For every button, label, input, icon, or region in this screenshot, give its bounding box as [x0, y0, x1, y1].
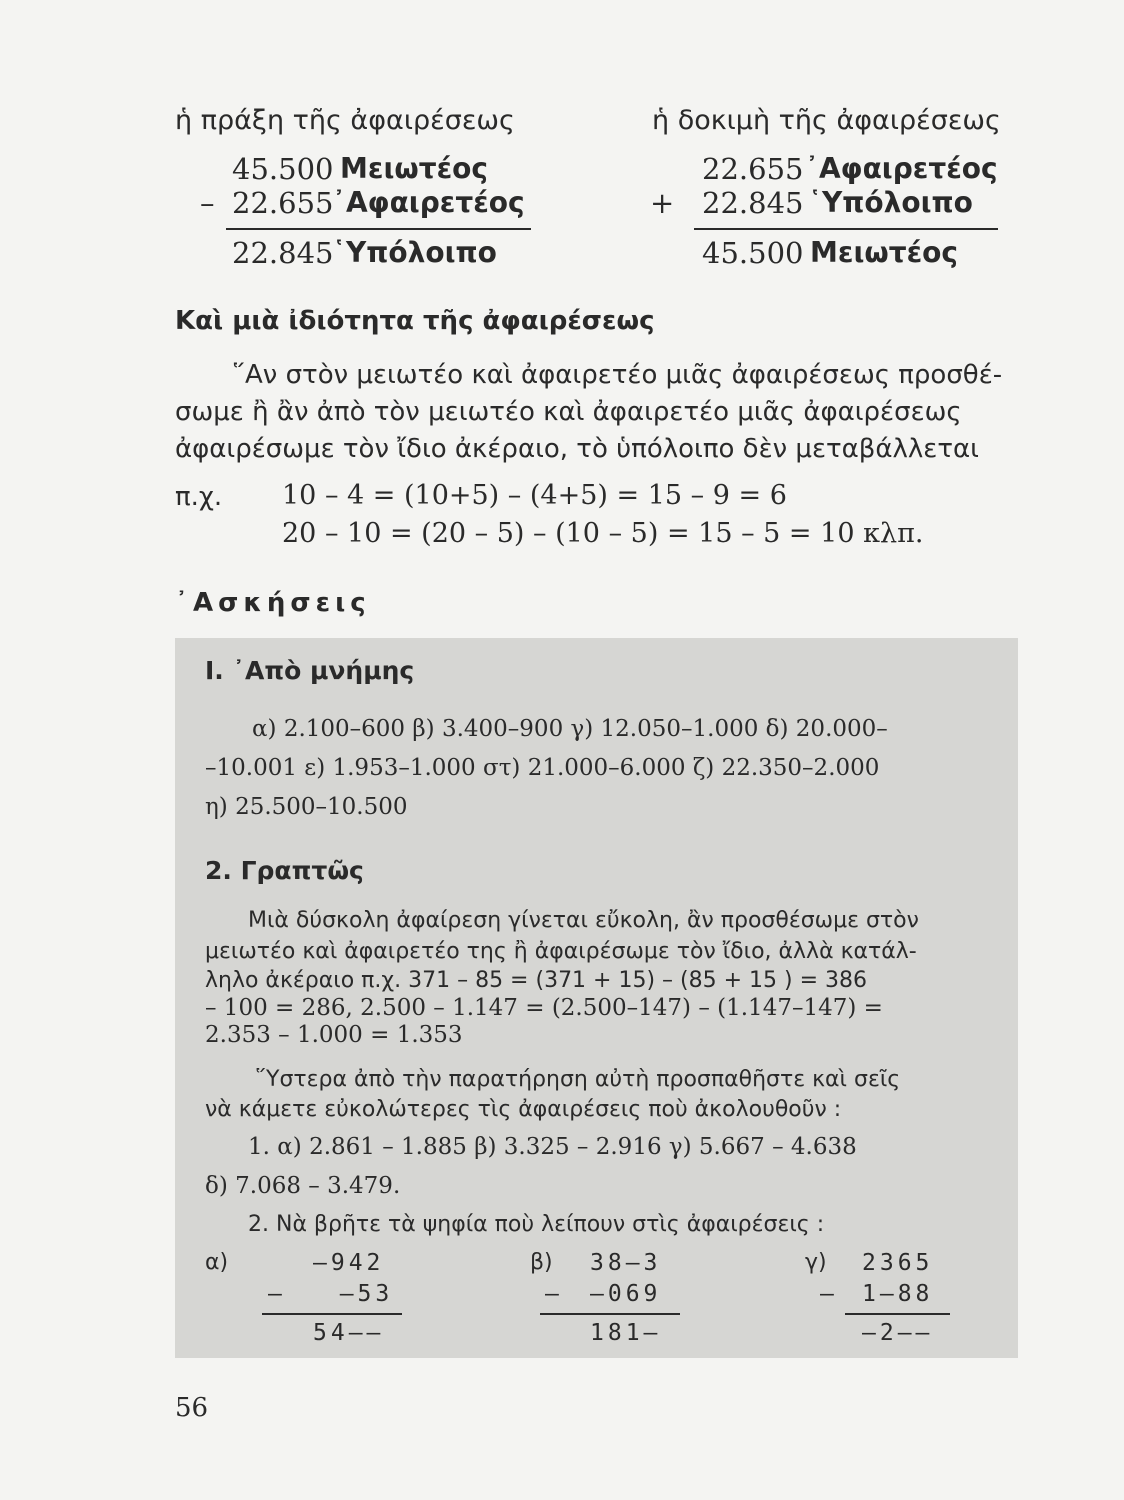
left-sum-rule [226, 228, 531, 230]
right-column-title: ἡ δοκιμὴ τῆς ἀφαιρέσεως [652, 105, 1001, 136]
page-number: 56 [175, 1393, 209, 1423]
example-1: 10 – 4 = (10+5) – (4+5) = 15 – 9 = 6 [282, 480, 787, 511]
puzzle-a-top: –942 [313, 1250, 385, 1276]
right-sum-rule [694, 228, 998, 230]
property-line-3: ἀφαιρέσωμε τὸν ἴδιο ἀκέραιο, τὸ ὑπόλοιπο δὲν μεταβάλλεται [175, 434, 979, 464]
difference-label: ῾Υπόλοιπο [332, 236, 497, 269]
exercises-heading: ᾿Ασκήσεις [175, 588, 371, 618]
written-line-1: Μιὰ δύσκολη ἀφαίρεση γίνεται εὔκολη, ἂν προσθέσωμε στὸν [248, 908, 919, 933]
minus-sign: – [200, 186, 215, 220]
memory-heading: Ι. ᾿Απὸ μνήμης [205, 656, 415, 685]
difference-value: 22.845 [232, 236, 334, 270]
followup-line-1: ῞Υστερα ἀπὸ τὴν παρατήρηση αὐτὴ προσπαθῆστε καὶ σεῖς [255, 1067, 901, 1092]
task-2: 2. Νὰ βρῆτε τὰ ψηφία ποὺ λείπουν στὶς ἀφαιρέσεις : [248, 1212, 825, 1237]
puzzle-b-op: – [545, 1281, 559, 1307]
memory-line-2: –10.001 ε) 1.953–1.000 στ) 21.000–6.000 ζ) 22.350–2.000 [205, 755, 880, 781]
minuend-label: Μειωτέος [340, 152, 488, 185]
puzzle-b-mid: –069 [590, 1281, 662, 1307]
puzzle-b-label: β) [530, 1250, 553, 1275]
puzzle-b-rule [540, 1313, 680, 1315]
subtrahend-value: 22.655 [232, 186, 334, 220]
followup-line-2: νὰ κάμετε εὐκολώτερες τὶς ἀφαιρέσεις ποὺ ἀκολουθοῦν : [205, 1097, 842, 1122]
task-1: 1. α) 2.861 – 1.885 β) 3.325 – 2.916 γ) 5.667 – 4.638 [248, 1134, 857, 1160]
memory-line-3: η) 25.500–10.500 [205, 794, 408, 820]
property-heading: Καὶ μιὰ ἰδιότητα τῆς ἀφαιρέσεως [175, 306, 655, 336]
plus-sign: + [650, 186, 675, 220]
written-line-3: ληλο ἀκέραιο π.χ. 371 – 85 = (371 + 15) – (85 + 15 ) = 386 [205, 968, 868, 993]
property-line-2: σωμε ἢ ἂν ἀπὸ τὸν μειωτέο καὶ ἀφαιρετέο μιᾶς ἀφαιρέσεως [175, 397, 962, 427]
check-subtrahend-label: ᾿Αφαιρετέος [805, 152, 998, 185]
check-remainder-label: ῾Υπόλοιπο [808, 186, 973, 219]
puzzle-b-top: 38–3 [590, 1250, 662, 1276]
puzzle-c-op: – [820, 1281, 834, 1307]
written-line-4: – 100 = 286, 2.500 – 1.147 = (2.500–147) – (1.147–147) = [205, 995, 883, 1021]
puzzle-c-rule [845, 1313, 950, 1315]
written-line-2: μειωτέο καὶ ἀφαιρετέο της ἢ ἀφαιρέσωμε τὸν ἴδιο, ἀλλὰ κατάλ- [205, 939, 917, 964]
puzzle-b-result: 181– [590, 1320, 662, 1346]
puzzle-a-result: 54–– [313, 1320, 385, 1346]
check-minuend-label: Μειωτέος [810, 236, 958, 269]
minuend-value: 45.500 [232, 152, 334, 186]
puzzle-c-result: –2–– [862, 1320, 934, 1346]
puzzle-c-mid: 1–88 [862, 1281, 934, 1307]
written-heading: 2. Γραπτῶς [205, 856, 364, 885]
property-line-1: ῞Αν στὸν μειωτέο καὶ ἀφαιρετέο μιᾶς ἀφαιρέσεως προσθέ- [232, 360, 1003, 390]
puzzle-a-label: α) [205, 1250, 229, 1275]
example-prefix: π.χ. [175, 482, 223, 512]
subtrahend-label: ᾿Αφαιρετέος [332, 186, 525, 219]
check-subtrahend-value: 22.655 [702, 152, 804, 186]
left-column-title: ἡ πράξη τῆς ἀφαιρέσεως [175, 105, 515, 136]
puzzle-c-top: 2365 [862, 1250, 934, 1276]
puzzle-a-op: – [268, 1281, 282, 1307]
check-minuend-value: 45.500 [702, 236, 804, 270]
check-remainder-value: 22.845 [702, 186, 804, 220]
memory-line-1: α) 2.100–600 β) 3.400–900 γ) 12.050–1.000 δ) 20.000– [252, 716, 888, 742]
puzzle-a-mid: –53 [304, 1281, 394, 1307]
example-2: 20 – 10 = (20 – 5) – (10 – 5) = 15 – 5 = 10 κλπ. [282, 518, 924, 549]
puzzle-a-rule [262, 1313, 402, 1315]
puzzle-c-label: γ) [805, 1250, 827, 1275]
task-1b: δ) 7.068 – 3.479. [205, 1173, 401, 1199]
written-line-5: 2.353 – 1.000 = 1.353 [205, 1022, 463, 1048]
